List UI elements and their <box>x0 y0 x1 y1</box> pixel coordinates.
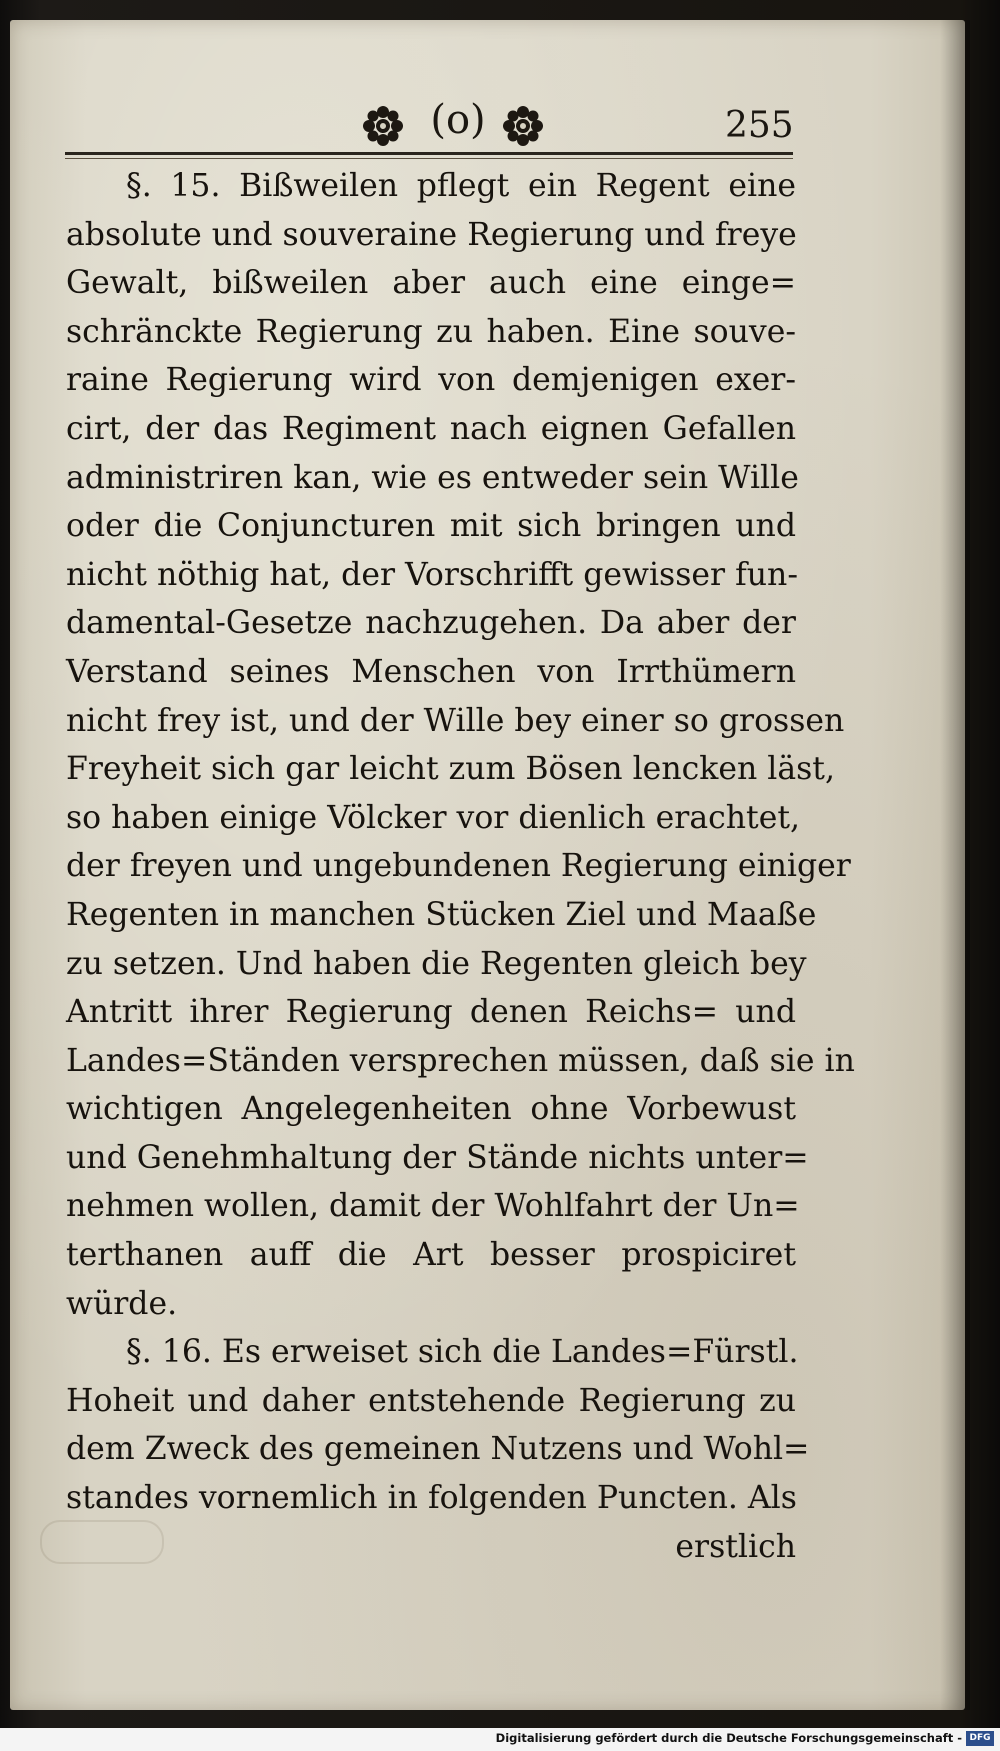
text-line: §. 15. Bißweilen pflegt ein Regent eine <box>126 168 796 204</box>
page-signature-mark: (o) <box>430 97 486 143</box>
text-line: wichtigen Angelegenheiten ohne Vorbewust <box>66 1091 796 1128</box>
text-line: Gewalt, bißweilen aber auch eine einge= <box>66 265 796 302</box>
text-line: raine Regierung wird von demjenigen exer- <box>66 362 796 399</box>
text-line: terthanen auff die Art besser prospiciret <box>66 1237 796 1274</box>
text-line: standes vornemlich in folgenden Puncten. Als <box>66 1480 797 1517</box>
flower-ornament-icon <box>500 103 546 149</box>
text-line: Landes=Ständen versprechen müssen, daß sie in <box>66 1042 855 1079</box>
text-line: der freyen und ungebundenen Regierung einiger <box>66 848 851 885</box>
text-line: nicht nöthig hat, der Vorschrifft gewisser fun- <box>66 556 798 593</box>
page-number: 255 <box>725 105 794 146</box>
page-body-text <box>66 162 855 1571</box>
dfg-logo: DFG <box>966 1731 994 1746</box>
text-line: Regenten in manchen Stücken Ziel und Maaße <box>66 896 817 933</box>
header-rule-thin <box>65 158 793 159</box>
text-line: nehmen wollen, damit der Wohlfahrt der Un= <box>66 1188 800 1225</box>
header-rule <box>65 152 793 155</box>
text-line: Hoheit und daher entstehende Regierung zu <box>66 1382 796 1419</box>
faded-library-stamp <box>40 1520 164 1564</box>
digitization-credit: Digitalisierung gefördert durch die Deutsche Forschungsgemeinschaft - <box>495 1731 962 1745</box>
text-line: damental-Gesetze nachzugehen. Da aber der <box>66 605 796 642</box>
text-line: und Genehmhaltung der Stände nichts unter= <box>66 1139 809 1176</box>
text-line: dem Zweck des gemeinen Nutzens und Wohl= <box>66 1431 810 1468</box>
text-line: zu setzen. Und haben die Regenten gleich bey <box>66 945 807 982</box>
text-line: cirt, der das Regiment nach eignen Gefallen <box>66 410 796 447</box>
text-line: würde. <box>66 1285 178 1322</box>
page-edge-shadow <box>940 20 970 1710</box>
text-line: so haben einige Völcker vor dienlich erachtet, <box>66 799 801 836</box>
text-line: §. 16. Es erweiset sich die Landes=Fürstl. <box>126 1334 799 1371</box>
text-line: Freyheit sich gar leicht zum Bösen lencken läst, <box>66 751 835 788</box>
text-line: absolute und souveraine Regierung und freye <box>66 216 797 253</box>
text-line: oder die Conjuncturen mit sich bringen und <box>66 508 796 545</box>
text-line: Verstand seines Menschen von Irrthümern <box>66 653 796 690</box>
text-line: nicht frey ist, und der Wille bey einer so grossen <box>66 702 845 739</box>
text-line: schränckte Regierung zu haben. Eine souve- <box>66 313 796 350</box>
flower-ornament-icon <box>360 103 406 149</box>
text-line: administriren kan, wie es entweder sein Wille <box>66 459 799 496</box>
page-header <box>0 95 1000 155</box>
catchword: erstlich <box>675 1528 796 1565</box>
text-line: Antritt ihrer Regierung denen Reichs= und <box>66 994 796 1031</box>
